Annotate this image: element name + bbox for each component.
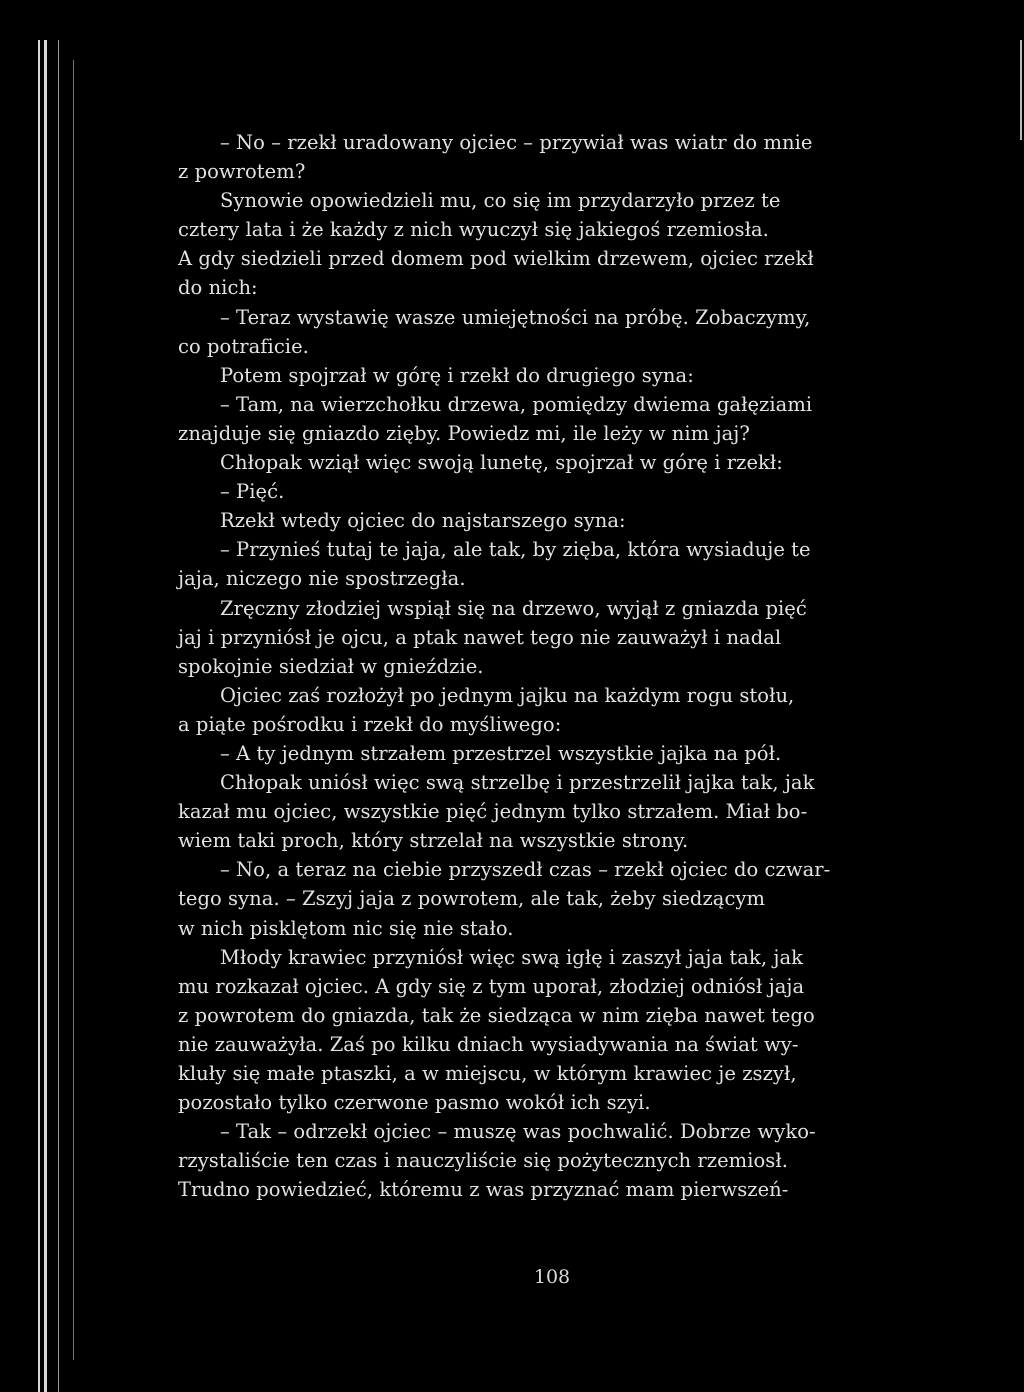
text-line: nie zauważyła. Zaś po kilku dniach wysiadywania na świat wy- — [178, 1032, 799, 1056]
text-line: kluły się małe ptaszki, a w miejscu, w którym krawiec je zszył, — [178, 1062, 797, 1085]
text-line: Młody krawiec przyniósł więc swą igłę i zaszył jaja tak, jak — [220, 945, 803, 969]
scan-edge-line — [38, 40, 40, 1392]
text-line: rzystaliście ten czas i nauczyliście się pożytecznych rzemiosł. — [178, 1149, 788, 1173]
text-line: – No – rzekł uradowany ojciec – przywiał was wiatr do mnie — [220, 131, 813, 154]
scan-edge-line — [58, 40, 59, 1392]
text-line: mu rozkazał ojciec. A gdy się z tym uporał, złodziej odniósł jaja — [178, 974, 805, 998]
text-line: – Tam, na wierzchołku drzewa, pomiędzy dwiema gałęziami — [220, 392, 813, 416]
text-line: znajduje się gniazdo zięby. Powiedz mi, ile leży w nim jaj? — [178, 421, 750, 445]
text-line: – Przynieś tutaj te jaja, ale tak, by zięba, która wysiaduje te — [220, 538, 811, 562]
text-line: Zręczny złodziej wspiął się na drzewo, wyjął z gniazda pięć — [220, 596, 807, 620]
text-line: – No, a teraz na ciebie przyszedł czas – rzekł ojciec do czwar- — [220, 858, 831, 882]
text-line: Potem spojrzał w górę i rzekł do drugiego syna: — [220, 363, 694, 387]
text-line: – Tak – odrzekł ojciec – muszę was pochwalić. Dobrze wyko- — [220, 1120, 816, 1144]
text-line: kazał mu ojciec, wszystkie pięć jednym tylko strzałem. Miał bo- — [178, 800, 808, 824]
scan-edge-line — [1020, 40, 1022, 140]
text-line: tego syna. – Zszyj jaja z powrotem, ale tak, żeby siedzącym — [178, 887, 766, 911]
text-line: jaj i przyniósł je ojcu, a ptak nawet tego nie zauważył i nadal — [178, 625, 782, 649]
text-line: Chłopak wziął więc swoją lunetę, spojrzał w górę i rzekł: — [220, 451, 783, 475]
text-line: – Teraz wystawię wasze umiejętności na próbę. Zobaczymy, — [220, 305, 811, 329]
text-line: Chłopak uniósł więc swą strzelbę i przestrzelił jajka tak, jak — [220, 771, 815, 795]
scan-edge-line — [44, 40, 47, 1392]
text-line: – A ty jednym strzałem przestrzel wszystkie jajka na pół. — [220, 741, 782, 765]
text-line: Ojciec zaś rozłożył po jednym jajku na każdym rogu stołu, — [220, 683, 795, 707]
text-line: co potraficie. — [178, 334, 309, 358]
text-line: a piąte pośrodku i rzekł do myśliwego: — [178, 712, 562, 736]
text-line: Trudno powiedzieć, któremu z was przyznać mam pierwszeń- — [178, 1178, 789, 1202]
text-line: pozostało tylko czerwone pasmo wokół ich szyi. — [178, 1091, 651, 1115]
text-line: wiem taki proch, który strzelał na wszystkie strony. — [178, 829, 689, 853]
text-line: do nich: — [178, 276, 258, 300]
text-line: z powrotem? — [178, 160, 306, 184]
text-line: jaja, niczego nie spostrzegła. — [178, 567, 466, 591]
text-line: Synowie opowiedzieli mu, co się im przydarzyło przez te — [220, 189, 781, 213]
text-line: z powrotem do gniazda, tak że siedząca w nim zięba nawet tego — [178, 1003, 815, 1027]
text-line: cztery lata i że każdy z nich wyuczył się jakiegoś rzemiosła. — [178, 218, 769, 242]
text-line: Rzekł wtedy ojciec do najstarszego syna: — [220, 509, 626, 533]
scan-edge-line — [73, 60, 74, 1360]
text-line: A gdy siedzieli przed domem pod wielkim drzewem, ojciec rzekł — [178, 247, 814, 271]
page-number: 108 — [533, 1266, 571, 1288]
text-line: – Pięć. — [220, 480, 285, 504]
text-line: spokojnie siedział w gnieździe. — [178, 654, 484, 678]
text-body — [178, 128, 926, 1204]
text-line: w nich pisklętom nic się nie stało. — [178, 916, 514, 940]
